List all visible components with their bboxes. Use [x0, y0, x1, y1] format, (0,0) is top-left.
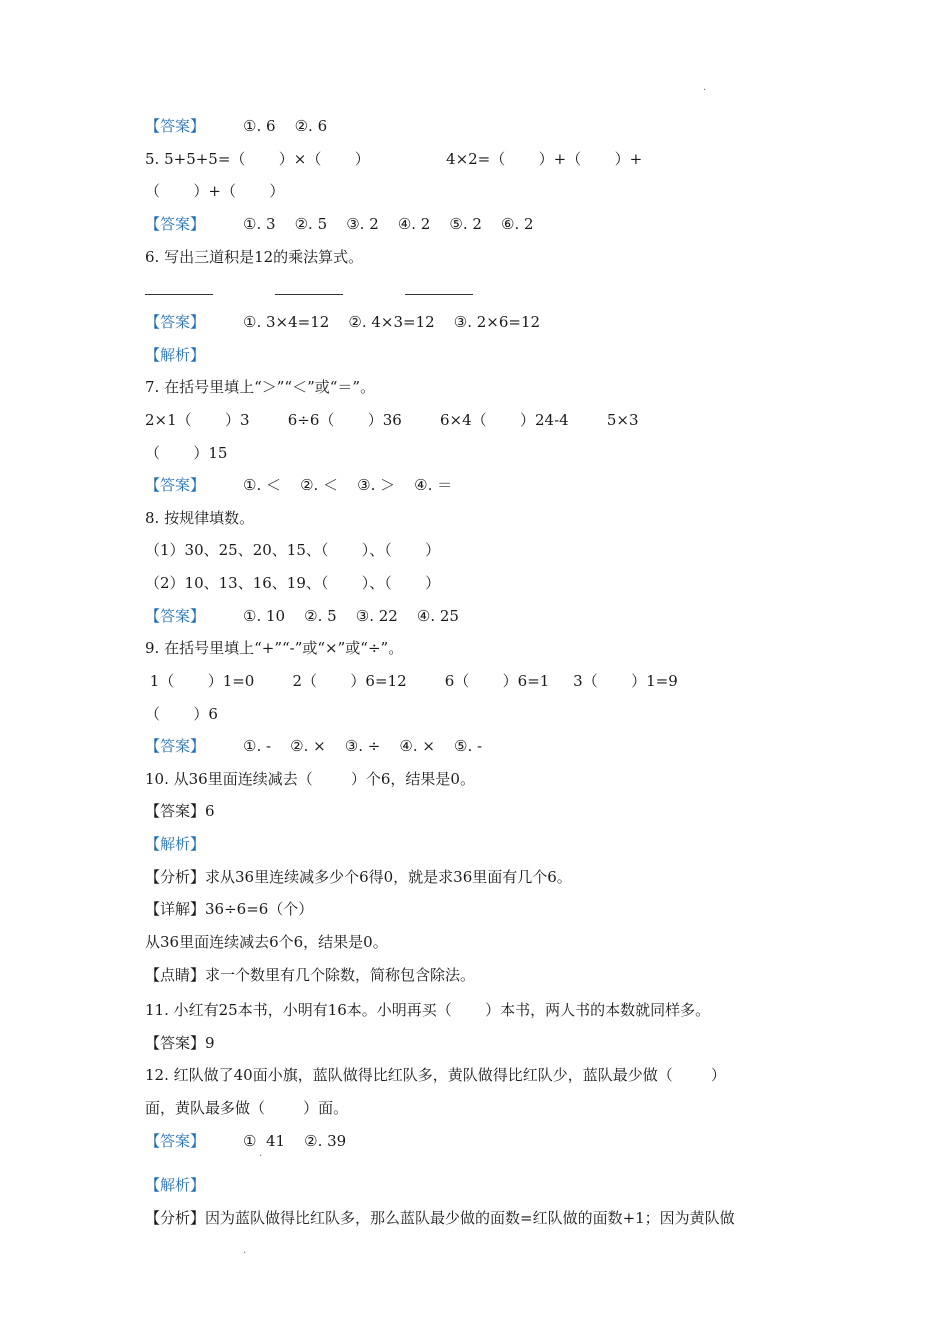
answer-text: ①. 10 ②. 5 ③. 22 ④. 25 [243, 607, 459, 625]
answer-tag: 【答案】 [145, 737, 206, 755]
answer-tag: 【答案】 [145, 313, 206, 331]
question-8a: （1）30、25、20、15、（ ）、（ ） [145, 541, 441, 559]
analysis-12: 【分析】因为蓝队做得比红队多，那么蓝队最少做的面数=红队做的面数+1；因为黄队做 [145, 1209, 735, 1227]
answer-line-4 [145, 116, 327, 136]
analysis-tag-12: 【解析】 [145, 1176, 206, 1194]
question-8: 8. 按规律填数。 [145, 509, 255, 527]
question-6: 6. 写出三道积是12的乘法算式。 [145, 248, 364, 266]
question-5a: 5. 5+5+5=（ ）×（ ） 4×2=（ ）+（ ）+ [145, 150, 643, 168]
answer-text: ①. 3×4=12 ②. 4×3=12 ③. 2×6=12 [243, 313, 541, 331]
question-9b: （ ）6 [145, 705, 218, 723]
analysis-tag-10: 【解析】 [145, 835, 206, 853]
question-12a: 12. 红队做了40面小旗，蓝队做得比红队多，黄队做得比红队少，蓝队最少做（ ） [145, 1066, 726, 1084]
answer-line-7 [145, 475, 452, 495]
answer-line-10: 【答案】6 [145, 802, 215, 820]
detail-10b: 从36里面连续减去6个6，结果是0。 [145, 933, 388, 951]
answer-text: ①. 3 ②. 5 ③. 2 ④. 2 ⑤. 2 ⑥. 2 [243, 215, 534, 233]
stray-dot: . [703, 82, 707, 93]
blank-line[interactable] [275, 280, 343, 295]
question-5b: （ ）+（ ） [145, 182, 285, 200]
answer-tag: 【答案】 [145, 215, 206, 233]
answer-text: ①. ＜ ②. ＜ ③. ＞ ④. ＝ [243, 476, 453, 494]
stray-dot: . [259, 1148, 263, 1159]
question-7a: 2×1（ ）3 6÷6（ ）36 6×4（ ）24-4 5×3 [145, 411, 639, 429]
question-7b: （ ）15 [145, 444, 228, 462]
answer-text: ①. - ②. × ③. ÷ ④. × ⑤. - [243, 737, 483, 755]
analysis-tag-6: 【解析】 [145, 346, 206, 364]
answer-line-5 [145, 214, 534, 234]
question-9: 9. 在括号里填上“+”“-”或“×”或“÷”。 [145, 639, 404, 657]
question-10: 10. 从36里面连续减去（ ）个6，结果是0。 [145, 770, 475, 788]
note-10: 【点睛】求一个数里有几个除数，简称包含除法。 [145, 966, 476, 984]
question-8b: （2）10、13、16、19、（ ）、（ ） [145, 574, 441, 592]
answer-line-8 [145, 606, 459, 626]
stray-dot: . [243, 1245, 247, 1256]
blank-line[interactable] [145, 280, 213, 295]
answer-line-12 [145, 1131, 346, 1151]
question-7: 7. 在括号里填上“＞”“＜”或“＝”。 [145, 378, 376, 396]
question-12b: 面，黄队最多做（ ）面。 [145, 1099, 349, 1117]
answer-tag: 【答案】 [145, 1132, 206, 1150]
question-9a: 1（ ）1=0 2（ ）6=12 6（ ）6=1 3（ ）1=9 [145, 672, 678, 690]
answer-line-6 [145, 312, 540, 332]
answer-tag: 【答案】 [145, 476, 206, 494]
detail-10: 【详解】36÷6=6（个） [145, 900, 314, 918]
question-11: 11. 小红有25本书，小明有16本。小明再买（ ）本书，两人书的本数就同样多。 [145, 1001, 711, 1019]
blank-line[interactable] [405, 280, 473, 295]
answer-tag: 【答案】 [145, 607, 206, 625]
answer-text: ①. 6 ②. 6 [243, 117, 328, 135]
answer-line-9 [145, 736, 482, 756]
answer-blanks-6 [145, 280, 535, 300]
answer-tag: 【答案】 [145, 117, 206, 135]
analysis-10: 【分析】求从36里连续减多少个6得0，就是求36里面有几个6。 [145, 868, 572, 886]
answer-line-11: 【答案】9 [145, 1034, 215, 1052]
answer-text: ① 41 ②. 39 [243, 1132, 347, 1150]
